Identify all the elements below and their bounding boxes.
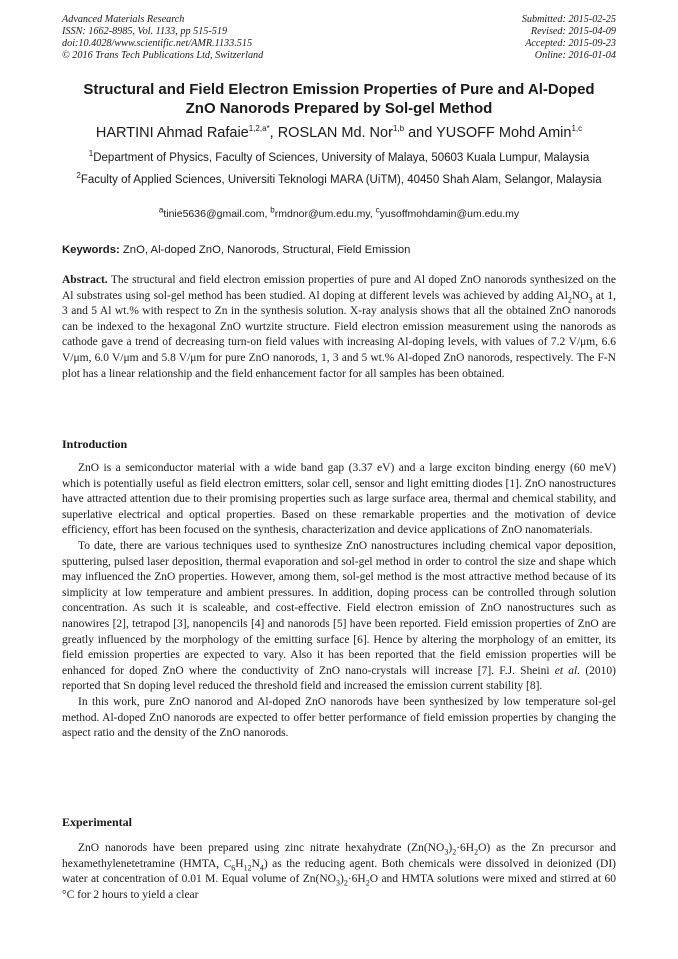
copyright-line: © 2016 Trans Tech Publications Ltd, Switzerland [62, 50, 264, 61]
exp-text: O) as the Zn precursor and hexamethylenetetramine (HMTA, C [62, 842, 616, 870]
affiliation-2-text: Faculty of Applied Sciences, Universiti Teknologi MARA (UiTM), 40450 Shah Alam, Selangor, Malaysia [80, 174, 602, 186]
intro-paragraph-3: In this work, pure ZnO nanorod and Al-doped ZnO nanorods have been synthesized by low temperature sol-gel method. Al-doped ZnO nanorods are expected to offer better performance of field emission properties by changing the aspect ratio and the density of the ZnO nanorods. [62, 695, 616, 740]
exp-text: ) [340, 873, 344, 886]
exp-text: ) as the reducing agent. Both chemicals were dissolved in deionized (DI) water at concentration of 0.01 M. Equal volume of Zn(NO [62, 857, 616, 886]
keywords [62, 243, 616, 257]
exp-paragraph-1 [62, 841, 616, 903]
abstract-text: The structural and field electron emission properties of pure and Al doped ZnO nanorods synthesized on the Al substrates using sol-gel method has been studied. Al doping at different levels was achieved by adding Al [62, 274, 616, 302]
email-a-marker: a [158, 205, 164, 215]
email-b: rmdnor@um.edu.my, [274, 208, 376, 220]
title-line-1: Structural and Field Electron Emission Properties of Pure and Al-Doped [83, 81, 595, 98]
author-separator: , [269, 125, 278, 141]
exp-subscript: 2 [474, 847, 479, 857]
exp-text: ·6H [347, 873, 366, 886]
accepted-date: Accepted: 2015-09-23 [525, 38, 616, 49]
doi-line: doi:10.4028/www.scientific.net/AMR.1133.515 [62, 38, 253, 49]
intro-paragraph-2-text: (2010) reported that Sn doping level reduced the threshold field and increased the emission current stability [8]. [62, 664, 616, 693]
author-1: HARTINI Ahmad Rafaie [95, 125, 249, 141]
affiliation-1 [62, 151, 616, 166]
email-a: tinie5636@gmail.com, [163, 208, 271, 220]
abstract-text: at 1, 3 and 5 Al wt.% with respect to Zn in the synthesis solution. X-ray analysis shows that all the obtained ZnO nanorods can be indexed to the hexagonal ZnO wurtzite structure. Field electron emission measurement using the nanorods as cathode gave a trend of decreasing turn-on field values with increasing Al-doping levels, with values of 7.2 V/μm, 6.6 V/μm, 6.0 V/μm and 5.8 V/μm for pure ZnO nanorods, 1, 3 and 5 wt.% Al-doped ZnO nanorods, respectively. The F-N plot has a linear relationship and the field enhancement factor for all samples has been obtained. [62, 289, 616, 380]
abstract-label: Abstract. [62, 274, 108, 286]
email-b-marker: b [270, 205, 275, 215]
email-c-marker: c [375, 205, 380, 215]
submitted-date: Submitted: 2015-02-25 [521, 14, 616, 25]
introduction-heading: Introduction [62, 437, 128, 451]
exp-text: H [235, 857, 244, 870]
affiliation-2 [62, 173, 616, 188]
exp-subscript: 2 [365, 878, 370, 888]
journal-name: Advanced Materials Research [62, 14, 185, 25]
affiliation-2-marker: 2 [76, 171, 81, 181]
revised-date: Revised: 2015-04-09 [530, 26, 616, 37]
author-3: YUSOFF Mohd Amin [436, 125, 572, 141]
exp-text: ZnO nanorods have been prepared using zinc nitrate hexahydrate (Zn(NO [78, 842, 445, 854]
intro-paragraph-2 [62, 539, 616, 695]
experimental-body [62, 841, 616, 903]
abstract-subscript: 2 [567, 294, 572, 304]
exp-text: O and HMTA solutions were mixed and stirred at 60 °C for 2 hours to yield a clear [62, 873, 617, 901]
intro-paragraph-2-text: To date, there are various techniques used to synthesize ZnO nanostructures including chemical vapor deposition, sputtering, pulsed laser deposition, thermal evaporation and sol-gel method in order to control the size and shape which may influenced the ZnO properties. However, among them, sol-gel method is the most attractive method because of its simplicity at low temperature and ambient pressures. In addition, doping process can be controlled through solution concentration. As such it is scaleable, and cost-effective. Field electron emission of ZnO nanostructures such as nanowires [2], tetrapod [3], nanopencils [4] and nanorods [5] have been reported. Field emission properties of ZnO are greatly influenced by the morphology of the emitting surface [6]. Hence by altering the morphology of an emitter, its field emission properties are expected to vary. Also it has been reported that the field emission properties will be enhanced for doped ZnO where the conductivity of ZnO nano-crystals will increase [7]. F.J. Sheini [62, 539, 616, 677]
author-2-marker: 1,b [392, 124, 405, 134]
online-date: Online: 2016-01-04 [534, 50, 616, 61]
author-list [30, 124, 648, 142]
issn-line: ISSN: 1662-8985, Vol. 1133, pp 515-519 [62, 26, 228, 37]
exp-text: ·6H [456, 842, 475, 854]
introduction-body [62, 461, 616, 742]
exp-text: N [251, 857, 260, 870]
exp-subscript: 4 [259, 862, 264, 872]
author-3-marker: 1,c [571, 124, 583, 134]
journal-info [62, 14, 263, 62]
email-c: yusoffmohdamin@um.edu.my [379, 208, 520, 220]
publication-dates [522, 14, 616, 62]
abstract-text: NO [571, 289, 589, 302]
title-line-2: ZnO Nanorods Prepared by Sol-gel Method [185, 100, 493, 117]
paper-title [40, 80, 638, 118]
author-1-marker: 1,2,a* [248, 124, 270, 134]
author-separator: and [404, 125, 437, 141]
abstract [62, 273, 616, 382]
author-emails [62, 207, 616, 221]
experimental-heading: Experimental [62, 815, 132, 829]
affiliation-1-text: Department of Physics, Faculty of Sciences, University of Malaya, 50603 Kuala Lumpur, Malaysia [93, 152, 590, 164]
exp-subscript: 3 [336, 878, 340, 888]
et-al: et al. [554, 664, 581, 677]
exp-subscript: 3 [444, 847, 449, 857]
keywords-text: ZnO, Al-doped ZnO, Nanorods, Structural, Field Emission [119, 244, 411, 256]
affiliation-1-marker: 1 [88, 149, 94, 159]
author-2: ROSLAN Md. Nor [277, 125, 393, 141]
intro-paragraph-1: ZnO is a semiconductor material with a wide band gap (3.37 eV) and a large exciton binding energy (60 meV) which is potentially useful as field electron emitters, solar cell, sensor and light emitting diodes [1]. ZnO nanostructures have attracted attention due to their promising properties such as large surface area, thermal and chemical stability, and superlative electrical and optical properties. Based on these remarkable properties and the motivation of device efficiency, effort has been focused on the synthesis, characterization and device applications of ZnO nanomaterials. [62, 462, 616, 537]
exp-subscript: 2 [452, 847, 457, 857]
exp-text: ) [448, 842, 453, 854]
exp-subscript: 2 [343, 878, 348, 888]
keywords-label: Keywords: [62, 244, 120, 256]
abstract-subscript: 3 [588, 294, 593, 304]
exp-subscript: 12 [243, 862, 252, 872]
exp-subscript: 6 [231, 862, 236, 872]
